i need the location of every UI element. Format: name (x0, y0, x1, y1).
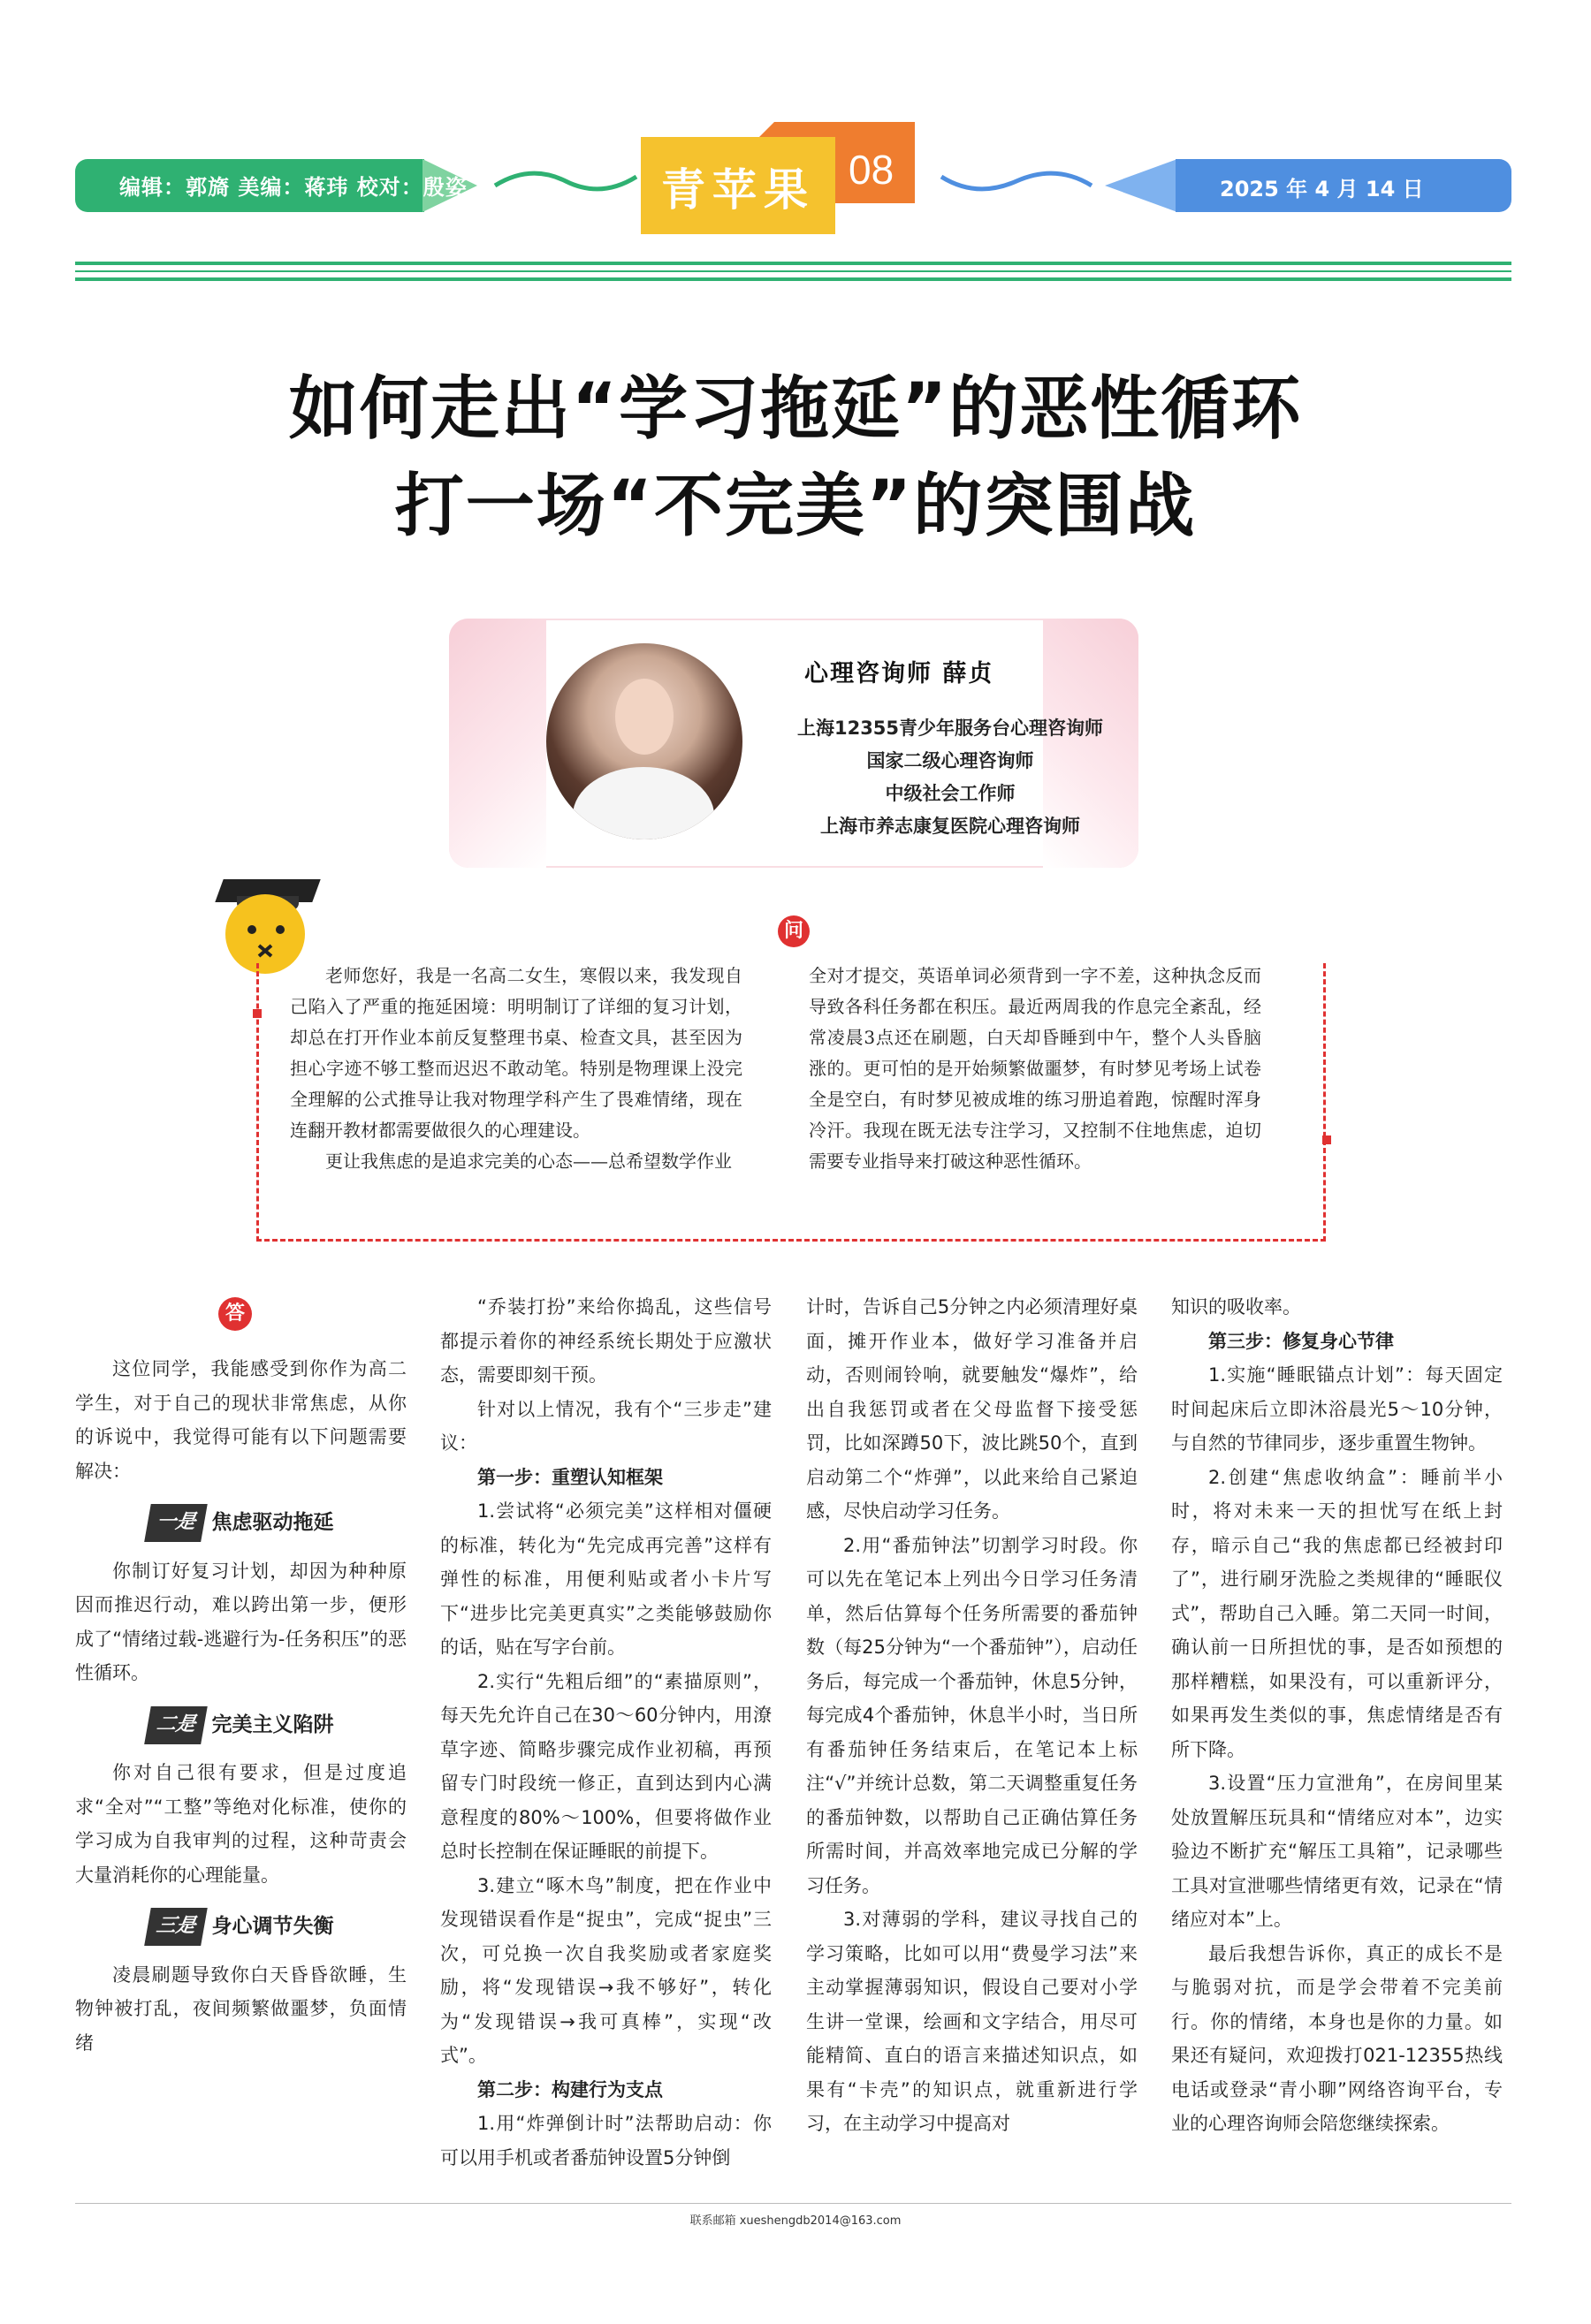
author-title-3: 中级社会工作师 (885, 783, 1016, 804)
answer-paragraph: 针对以上情况，我有个“三步走”建议： (440, 1398, 772, 1454)
answer-column-3 (806, 1290, 1138, 2141)
frame-corner-mark (253, 1009, 262, 1018)
author-avatar (546, 643, 742, 839)
author-title-1: 上海12355青少年服务台心理咨询师 (796, 718, 1104, 739)
answer-paragraph: 知识的吸收率。 (1171, 1296, 1301, 1318)
section-name: 青苹果 (661, 164, 815, 216)
date-pencil-tip (1105, 159, 1177, 212)
wave-right-icon (937, 163, 1096, 199)
header-rule-1 (75, 262, 1511, 265)
issue-title: 身心调节失衡 (211, 1915, 334, 1938)
issue-tag: 二是 (145, 1706, 209, 1744)
issue-date: 2025 年 4 月 14 日 (1220, 177, 1424, 201)
issue-paragraph: 你对自己很有要求，但是过度追求“全对”“工整”等绝对化标准，使你的学习成为自我审判的过程，这种苛责会大量消耗你的心理能量。 (75, 1762, 407, 1886)
answer-paragraph: 3.对薄弱的学科，建议寻找自己的学习策略，比如可以用“费曼学习法”来主动掌握薄弱知识，假设自己要对小学生讲一堂课，绘画和文字结合，用尽可能精简、直白的语言来描述知识点，如果有“卡壳”的知识点，就重新进行学习，在主动学习中提高对 (806, 1909, 1138, 2134)
issue-tag: 三是 (145, 1908, 209, 1946)
issue-heading-1 (75, 1504, 407, 1542)
issue-title: 完美主义陷阱 (211, 1713, 334, 1736)
card-decor-left (449, 619, 546, 868)
answer-paragraph: “乔装打扮”来给你捣乱，这些信号都提示着你的神经系统长期处于应激状态，需要即刻干预。 (440, 1296, 772, 1386)
author-name: 心理咨询师 薛贞 (804, 660, 994, 687)
headline-line-1: 如何走出“学习拖延”的恶性循环 (288, 369, 1303, 449)
step-heading-1: 第一步：重塑认知框架 (477, 1466, 663, 1488)
frame-corner-mark (1322, 1135, 1331, 1144)
question-badge: 问 (778, 915, 810, 947)
headline-line-2: 打一场“不完美”的突围战 (394, 467, 1197, 546)
step-heading-3: 第三步：修复身心节律 (1208, 1330, 1394, 1352)
answer-paragraph: 3.建立“啄木鸟”制度，把在作业中发现错误看作是“捉虫”，完成“捉虫”三次，可兑换一次自我奖励或者家庭奖励，将“发现错误→我不够好”，转化为“发现错误→我可真棒”，实现“改式”。 (440, 1874, 772, 2066)
answer-paragraph: 1.用“炸弹倒计时”法帮助启动：你可以用手机或者番茄钟设置5分钟倒 (440, 2113, 772, 2168)
answer-column-4 (1171, 1290, 1503, 2141)
question-left-column (290, 961, 742, 1177)
answer-paragraph: 2.创建“焦虑收纳盒”：睡前半小时，将对未来一天的担忧写在纸上封存，暗示自己“我的焦虑都已经被封印了”，进行刷牙洗脸之类规律的“睡眠仪式”，帮助自己入睡。第二天同一时间，确认前一日所担忧的事，是否如预想的那样糟糕，如果没有，可以重新评分，如果再发生类似的事，焦虑情绪是否有所下降。 (1171, 1466, 1503, 1760)
answer-paragraph: 1.尝试将“必须完美”这样相对僵硬的标准，转化为“先完成再完善”这样有弹性的标准，用便利贴或者小卡片写下“进步比完美更真实”之类能够鼓励你的话，贴在写字台前。 (440, 1500, 772, 1658)
answer-paragraph: 3.设置“压力宣泄角”，在房间里某处放置解压玩具和“情绪应对本”，边实验边不断扩充“解压工具箱”，记录哪些工具对宣泄哪些情绪更有效，记录在“情绪应对本”上。 (1171, 1773, 1503, 1930)
issue-heading-3 (75, 1908, 407, 1946)
answer-paragraph: 最后我想告诉你，真正的成长不是与脆弱对抗，而是学会带着不完美前行。你的情绪，本身也是你的力量。如果还有疑问，欢迎拨打021-12355热线电话或登录“青小聊”网络咨询平台，专业的心理咨询师会陪您继续探索。 (1171, 1942, 1503, 2134)
issue-paragraph: 凌晨刷题导致你白天昏昏欲睡，生物钟被打乱，夜间频繁做噩梦，负面情绪 (75, 1963, 407, 2054)
answer-intro: 这位同学，我能感受到你作为高二学生，对于自己的现状非常焦虑，从你的诉说中，我觉得可能有以下问题需要解决： (75, 1358, 407, 1482)
footer-rule (75, 2203, 1511, 2204)
answer-column-1 (75, 1352, 407, 2060)
author-title-4: 上海市养志康复医院心理咨询师 (820, 816, 1080, 837)
answer-paragraph: 计时，告诉自己5分钟之内必须清理好桌面，摊开作业本，做好学习准备并启动，否则闹铃响，就要触发“爆炸”，给出自我惩罚或者在父母监督下接受惩罚，比如深蹲50下，波比跳50个，直到启动第二个“炸弹”，以此来给自己紧迫感，尽快启动学习任务。 (806, 1296, 1138, 1522)
question-right-column (809, 961, 1261, 1177)
wave-left-icon (491, 163, 641, 199)
credits: 编辑：郭旖 美编：蒋玮 校对：殷姿 (119, 175, 468, 200)
avatar-face (615, 679, 674, 755)
author-title-2: 国家二级心理咨询师 (866, 750, 1034, 771)
question-paragraph: 老师您好，我是一名高二女生，寒假以来，我发现自己陷入了严重的拖延困境：明明制订了详细的复习计划，却总在打开作业本前反复整理书桌、检查文具，甚至因为担心字迹不够工整而迟迟不敢动笔。特别是物理课上没完全理解的公式推导让我对物理学科产生了畏难情绪，现在连翻开教材都需要做很久的心理建设。 (290, 965, 742, 1141)
issue-heading-2 (75, 1706, 407, 1744)
avatar-body (573, 767, 714, 839)
step-heading-2: 第二步：构建行为支点 (477, 2078, 663, 2100)
answer-badge: 答 (218, 1297, 252, 1331)
answer-column-2 (440, 1290, 772, 2175)
answer-paragraph: 1.实施“睡眠锚点计划”：每天固定时间起床后立即沐浴晨光5～10分钟，与自然的节律同步，逐步重置生物钟。 (1171, 1364, 1503, 1454)
issue-title: 焦虑驱动拖延 (211, 1511, 334, 1534)
header-rule-3 (75, 277, 1511, 281)
answer-paragraph: 2.实行“先粗后细”的“素描原则”，每天先允许自己在30～60分钟内，用潦草字迹、简略步骤完成作业初稿，再预留专门时段统一修正，直到达到内心满意程度的80%～100%，但要将做作业总时长控制在保证睡眠的前提下。 (440, 1670, 772, 1862)
issue-paragraph: 你制订好复习计划，却因为种种原因而推迟行动，难以跨出第一步，便形成了“情绪过载-逃避行为-任务积压”的恶性循环。 (75, 1560, 407, 1683)
answer-paragraph: 2.用“番茄钟法”切割学习时段。你可以先在笔记本上列出今日学习任务清单，然后估算每个任务所需要的番茄钟数（每25分钟为“一个番茄钟”），启动任务后，每完成一个番茄钟，休息5分钟，每完成4个番茄钟，休息半小时，当日所有番茄钟任务结束后，在笔记本上标注“√”并统计总数，第二天调整重复任务的番茄钟数，以帮助自己正确估算任务所需时间，并高效率地完成已分解的学习任务。 (806, 1534, 1138, 1896)
question-paragraph: 全对才提交，英语单词必须背到一字不差，这种执念反而导致各科任务都在积压。最近两周我的作息完全紊乱，经常凌晨3点还在刷题，白天却昏睡到中午，整个人头昏脑涨的。更可怕的是开始频繁做噩梦，有时梦见考场上试卷全是空白，有时梦见被成堆的练习册追着跑，惊醒时浑身冷汗。我现在既无法专注学习，又控制不住地焦虑，迫切需要专业指导来打破这种恶性循环。 (809, 965, 1261, 1172)
footer-email: 联系邮箱 xueshengdb2014@163.com (689, 2214, 902, 2228)
header-rule-2 (75, 270, 1511, 272)
page-number: 08 (849, 147, 894, 193)
question-paragraph: 更让我焦虑的是追求完美的心态——总希望数学作业 (325, 1151, 732, 1172)
issue-tag: 一是 (145, 1504, 209, 1542)
